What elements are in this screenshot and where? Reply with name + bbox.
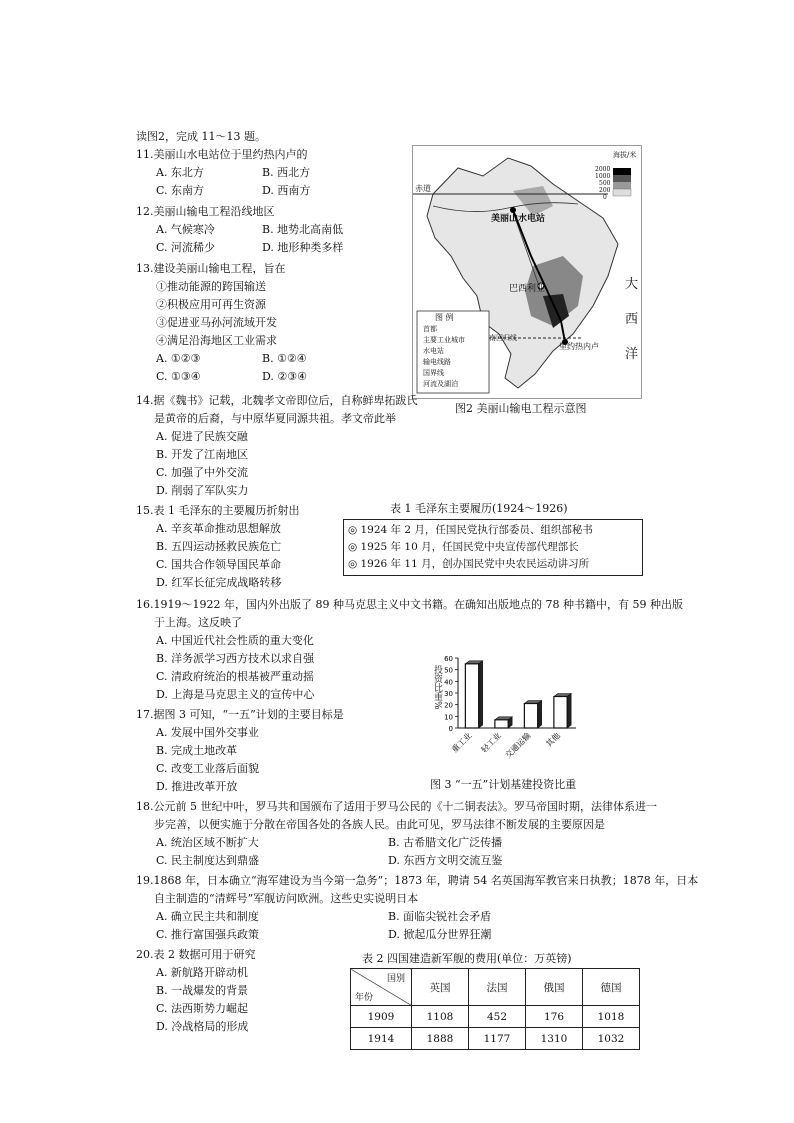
map-legend-item: 首都 [423,325,437,333]
q12-option-b: B. 地势北高南低 [262,223,344,236]
label-equator: 赤道 [415,184,431,193]
map-legend-item: 国界线 [423,369,444,377]
q13-option-a: A. ①②③ [156,352,201,365]
q16-option-d: D. 上海是马克思主义的宣传中心 [156,688,315,701]
q19-option-c: C. 推行富国强兵政策 [156,928,260,941]
question-18-stem-line1: 18.公元前 5 世纪中叶，罗马共和国颁布了适用于罗马公民的《十二铜表法》。罗马帝国时期，法律体系进一 [136,800,657,813]
table1-row: ◎ 1925 年 10 月，任国民党中央宣传部代理部长 [348,541,579,553]
chart-y-tick-label: 60 [444,655,453,663]
investment-bar-chart [430,650,590,772]
q15-option-c: C. 国共合作领导国民革命 [156,558,282,571]
dam-marker-icon [510,207,516,213]
q11-option-d: D. 西南方 [262,184,311,197]
table2-cell: 1177 [469,1028,526,1050]
chart-bar [465,664,478,728]
table2-cell: 176 [526,1006,583,1028]
q13-statement-3: ③促进亚马孙河流域开发 [156,316,277,329]
table1-row: ◎ 1924 年 2 月，任国民党执行部委员、组织部秘书 [348,524,593,536]
question-14-stem-line1: 14.据《魏书》记载，北魏孝文帝即位后，自称鲜卑拓跋氏 [136,394,418,407]
chart-bar-side [538,701,542,729]
table2-title: 表 2 四国建造新军舰的费用(单位：万英镑) [362,952,572,965]
q18-option-a: A. 统治区域不断扩大 [156,836,259,849]
map-legend-item: 主要工业城市 [423,336,465,344]
q20-option-a: A. 新航路开辟动机 [156,966,248,979]
table1-title: 表 1 毛泽东主要履历(1924～1926) [390,502,568,515]
label-tropic: 南回归线 [489,334,517,342]
chart-y-tick-label: 30 [444,690,453,698]
q14-option-c: C. 加强了中外交流 [156,466,249,479]
table2 [350,968,640,1050]
question-15-stem: 15.表 1 毛泽东的主要履历折射出 [136,504,300,517]
map-legend-item: 水电站 [423,347,444,355]
table2-header-row [351,969,640,1006]
q13-option-d: D. ②③④ [262,370,308,383]
chart-y-tick-label: 10 [444,713,453,722]
q19-option-b: B. 面临尖锐社会矛盾 [388,910,492,923]
chart-ylabel: 投资比重% [432,665,442,710]
q13-option-c: C. ①③④ [156,370,201,383]
chart-y-tick-label: 50 [444,666,453,675]
label-capital: 巴西利亚 [509,284,546,294]
table2-header: 德国 [583,969,640,1006]
chart-x-tick-label: 重工业 [450,731,474,755]
table2-year: 1909 [351,1006,412,1028]
elevation-level-2: 500 [599,180,611,187]
table2-header: 俄国 [526,969,583,1006]
q18-option-b: B. 古希腊文化广泛传播 [388,836,503,849]
question-12-stem: 12.美丽山输电工程沿线地区 [136,205,275,218]
table2-cell: 1108 [412,1006,469,1028]
q20-option-c: C. 法西斯势力崛起 [156,1002,249,1015]
elevation-level-4: 0 [603,194,607,201]
q15-option-d: D. 红军长征完成战略转移 [156,576,282,589]
ocean-label-2: 西 [625,312,639,327]
question-16-stem-line1: 16.1919～1922 年，国内外出版了 89 种马克思主义中文书籍。在确知出版地点的 78 种书籍中，有 59 种出版 [136,598,683,611]
ocean-label-3: 洋 [625,347,639,362]
q11-option-b: B. 西北方 [262,166,311,179]
elevation-legend-title: 海拔/米 [613,151,637,159]
q17-option-a: A. 发展中国外交事业 [156,726,259,739]
label-dam: 美丽山水电站 [491,214,546,224]
table2-year: 1914 [351,1028,412,1050]
question-19-stem-line1: 19.1868 年，日本确立“海军建设为当今第一急务”；1873 年，聘请 54 名英国海军教官来日执教；1878 年，日本 [136,874,699,887]
q18-option-d: D. 东西方文明交流互鉴 [388,854,503,867]
table2-cell: 1888 [412,1028,469,1050]
q14-option-a: A. 促进了民族交融 [156,430,248,443]
q15-option-b: B. 五四运动拯救民族危亡 [156,540,282,553]
q14-option-d: D. 削弱了军队实力 [156,484,249,497]
question-14-stem-line2: 是黄帝的后裔，与中原华夏同源共祖。孝文帝此举 [154,412,396,425]
q12-option-a: A. 气候寒冷 [156,223,215,236]
section-intro: 读图2，完成 11～13 题。 [136,130,266,143]
elevation-level-0: 2000 [595,166,611,173]
q17-option-d: D. 推进改革开放 [156,780,238,793]
q17-option-b: B. 完成土地改革 [156,744,238,757]
q13-statement-2: ②积极应用可再生资源 [156,298,266,311]
q12-option-c: C. 河流稀少 [156,241,216,254]
q16-option-c: C. 清政府统治的根基被严重动摇 [156,670,315,683]
elevation-level-3: 200 [599,187,611,194]
map-legend-title: 图 例 [435,313,454,322]
label-rio: 里约热内卢 [559,342,599,351]
chart-y-tick-label: 40 [444,678,453,687]
table2-cell: 452 [469,1006,526,1028]
ocean-label-1: 大 [625,277,639,292]
question-18-stem-line2: 步完善，以便实施于分散在帝国各处的各族人民。由此可见，罗马法律不断发展的主要原因是 [154,818,605,831]
q12-option-d: D. 地形种类多样 [262,241,344,254]
q14-option-b: B. 开发了江南地区 [156,448,249,461]
q19-option-a: A. 确立民主共和制度 [156,910,259,923]
q13-option-b: B. ①②④ [262,352,307,365]
question-13-stem: 13.建设美丽山输电工程，旨在 [136,262,286,275]
chart-x-tick-label: 其他 [544,731,562,749]
brazil-map-figure [412,145,642,399]
question-17-stem: 17.据图 3 可知，“一五”计划的主要目标是 [136,708,344,721]
elevation-level-1: 1000 [595,173,611,180]
chart-caption: 图 3 “一五”计划基建投资比重 [430,778,577,791]
table2-header: 法国 [469,969,526,1006]
table1-row: ◎ 1926 年 11 月，创办国民党中央农民运动讲习所 [348,558,590,570]
table2-corner-top: 国别 [386,974,405,984]
q13-statement-1: ①推动能源的跨国输送 [156,280,266,293]
chart-bar [524,704,537,729]
q15-option-a: A. 辛亥革命推动思想解放 [156,522,281,535]
chart-y-tick-label: 0 [448,725,453,733]
chart-x-tick-label: 交通运输 [503,731,533,761]
chart-bar [554,697,567,729]
q20-option-b: B. 一战爆发的背景 [156,984,249,997]
chart-y-tick-label: 20 [444,701,453,710]
q18-option-c: C. 民主制度达到鼎盛 [156,854,260,867]
q11-option-c: C. 东南方 [156,184,205,197]
chart-bar-side [567,694,571,729]
table1 [343,519,643,576]
q16-option-a: A. 中国近代社会性质的重大变化 [156,634,314,647]
map-legend-item: 输电线路 [423,358,451,366]
q20-option-d: D. 冷战格局的形成 [156,1020,249,1033]
table2-corner-bottom: 年份 [355,993,374,1003]
q16-option-b: B. 洋务派学习西方技术以求自强 [156,652,315,665]
question-11-stem: 11.美丽山水电站位于里约热内卢的 [136,148,308,161]
question-19-stem-line2: 自主制造的“清辉号”军舰访问欧洲。这些史实说明日本 [154,892,419,905]
map-caption: 图2 美丽山输电工程示意图 [455,402,587,415]
table2-corner-cell [351,969,412,1006]
q11-option-a: A. 东北方 [156,166,204,179]
table2-header: 英国 [412,969,469,1006]
table2-row [351,1006,640,1028]
table2-cell: 1032 [583,1028,640,1050]
q13-statement-4: ④满足沿海地区工业需求 [156,334,277,347]
chart-bar [495,720,508,728]
table2-row [351,1028,640,1050]
question-20-stem: 20.表 2 数据可用于研究 [136,948,256,961]
question-16-stem-line2: 于上海。这反映了 [154,616,242,629]
q19-option-d: D. 掀起瓜分世界狂潮 [388,928,492,941]
map-legend-item: 河流及湖泊 [423,380,458,388]
table2-cell: 1310 [526,1028,583,1050]
q17-option-c: C. 改变工业落后面貌 [156,762,260,775]
chart-x-tick-label: 轻工业 [479,731,503,755]
table2-cell: 1018 [583,1006,640,1028]
